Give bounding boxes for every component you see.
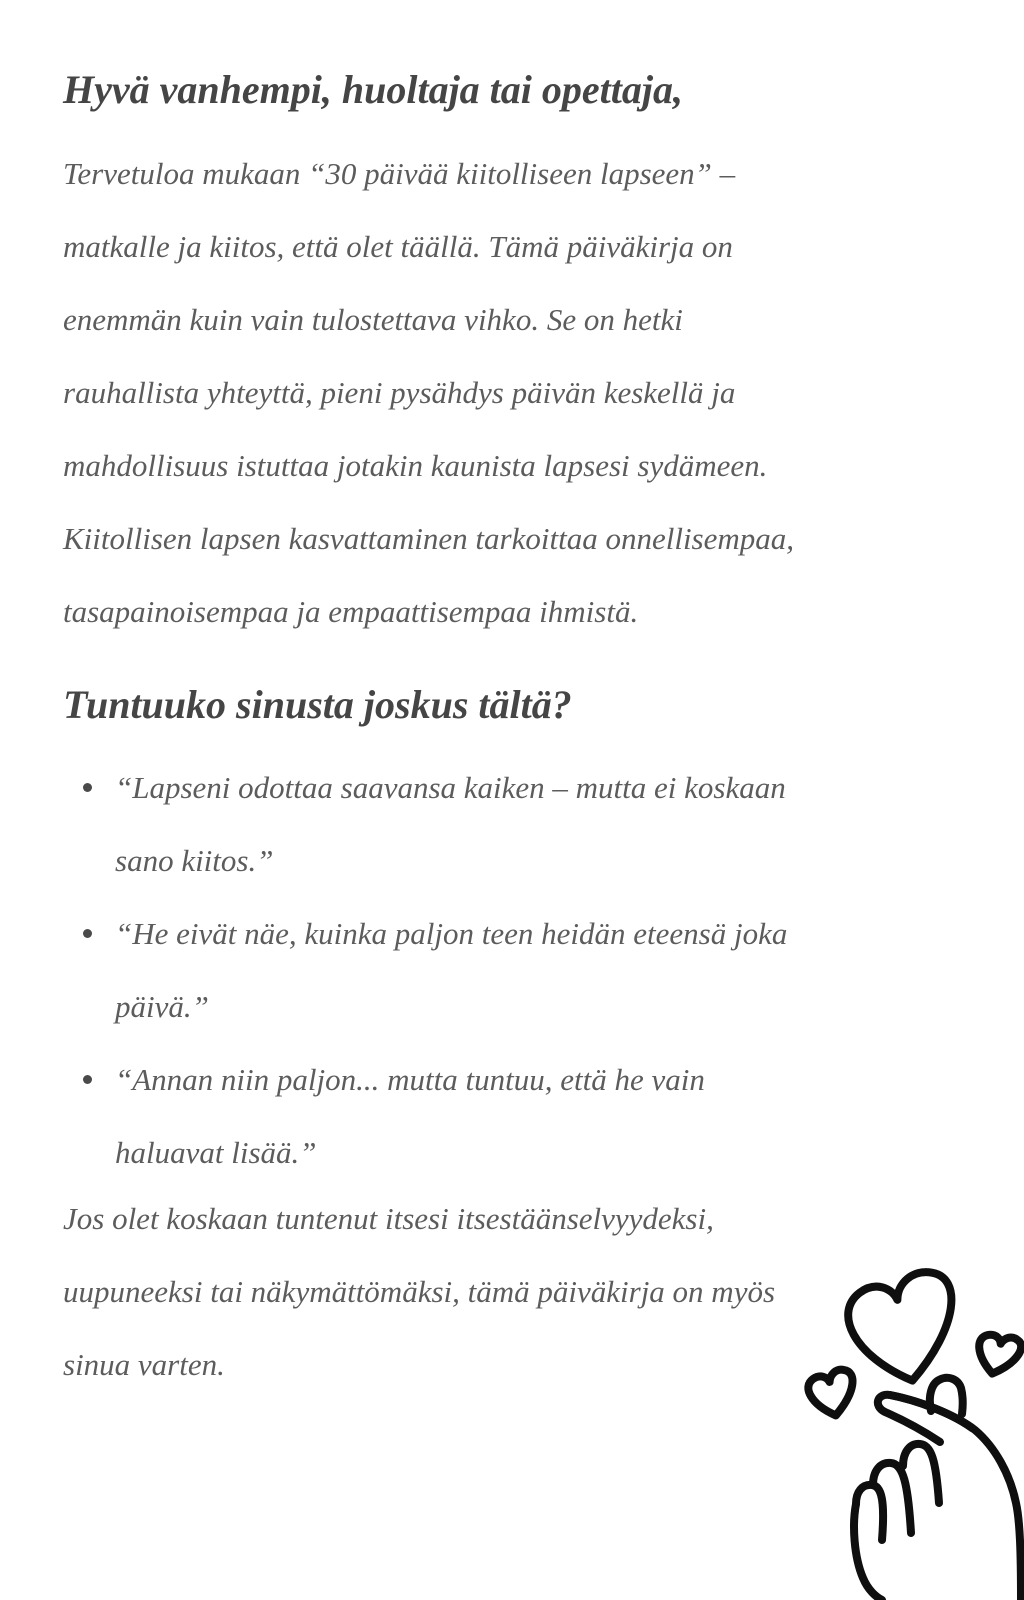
bullet-line: sano kiitos.” [115, 843, 274, 878]
intro-paragraph [63, 137, 794, 648]
bullet-line: päivä.” [115, 989, 209, 1024]
finger-heart-icon [772, 1253, 1024, 1600]
closing-paragraph [63, 1182, 775, 1401]
intro-line: Kiitollisen lapsen kasvattaminen tarkoittaa onnellisempaa, [63, 521, 795, 556]
intro-line: rauhallista yhteyttä, pieni pysähdys päivän keskellä ja [63, 375, 736, 410]
section-heading: Tuntuuko sinusta joskus tältä? [63, 682, 572, 727]
intro-line: tasapainoisempaa ja empaattisempaa ihmistä. [63, 594, 639, 629]
closing-line: uupuneeksi tai näkymättömäksi, tämä päiväkirja on myös [63, 1274, 776, 1309]
intro-heading: Hyvä vanhempi, huoltaja tai opettaja, [63, 67, 683, 112]
intro-line: matkalle ja kiitos, että olet täällä. Tämä päiväkirja on [63, 229, 733, 264]
bullet-dot [83, 929, 92, 938]
bullet-line: “Annan niin paljon... mutta tuntuu, että he vain [115, 1062, 705, 1097]
closing-line: sinua varten. [63, 1347, 225, 1382]
bullet-line: “Lapseni odottaa saavansa kaiken – mutta ei koskaan [115, 770, 786, 805]
list-item [63, 751, 787, 897]
list-item [63, 1043, 787, 1189]
bullet-dot [83, 1075, 92, 1084]
intro-line: mahdollisuus istuttaa jotakin kaunista lapsesi sydämeen. [63, 448, 768, 483]
bullet-line: haluavat lisää.” [115, 1135, 317, 1170]
bullet-line: “He eivät näe, kuinka paljon teen heidän eteensä joka [115, 916, 788, 951]
bullet-dot [83, 783, 92, 792]
intro-line: enemmän kuin vain tulostettava vihko. Se on hetki [63, 302, 683, 337]
quote-bullet-list [63, 751, 787, 1189]
intro-line: Tervetuloa mukaan “30 päivää kiitolliseen lapseen” – [63, 156, 736, 191]
closing-line: Jos olet koskaan tuntenut itsesi itsestäänselvyydeksi, [63, 1201, 714, 1236]
list-item [63, 897, 787, 1043]
